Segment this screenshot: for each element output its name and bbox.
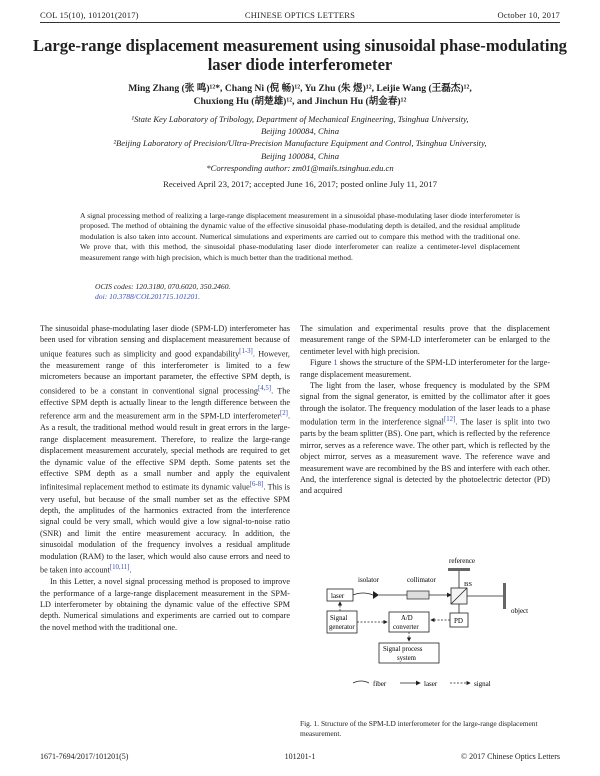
citation-link[interactable]: [4,5] [257, 384, 272, 392]
body-column-right [300, 323, 550, 497]
body-column-left [40, 323, 290, 633]
isolator-symbol [373, 591, 379, 599]
affiliation-2-line-2: Beijing 100084, China [260, 150, 340, 161]
results-paragraph: The simulation and experimental results prove that the displacement measurement range of the SPM-LD interferometer can be enlarged to the centimeter level with high precision. [300, 324, 550, 356]
affiliation-2-line-1: ²Beijing Laboratory of Precision/Ultra-Precision Manufacture Equipment and Control, Tsinghua University, [113, 138, 487, 149]
figure-reference-paragraph: Figure 1 shows the structure of the SPM-LD interferometer for the large-range displacement measurement. [300, 358, 550, 379]
method-paragraph: The light from the laser, whose frequency is modulated by the SPM signal from the signal generator, is emitted by the collimator after it goes through the isolator. The frequency modulation of the laser leads to a phase modulation term in the interference signal[12]. The laser is split into two parts by the beam splitter (BS). One part, which is reflected by the reference mirror, serves as a reference wave. The other part, which is reflected by the object mirror, serves as a measurement wave. The reference wave and measurement wave are recombined by the BS and interfere with each other. And, the interference signal is detected by the photoelectric detector (PD) and acquired [300, 381, 550, 496]
running-header-date: October 10, 2017 [497, 10, 560, 20]
legend-fiber: fiber [373, 680, 387, 688]
doi-link[interactable]: doi: 10.3788/COL201715.101201. [95, 292, 201, 301]
citation-link[interactable]: [2] [279, 410, 288, 418]
footer-issn: 1671-7694/2017/101201(5) [40, 752, 129, 761]
running-header-journal: CHINESE OPTICS LETTERS [244, 10, 356, 20]
figure-link[interactable]: 1 [333, 358, 338, 368]
legend-signal: signal [474, 680, 491, 688]
label-signal: Signal [330, 615, 348, 622]
citation-link[interactable]: [1-3] [239, 347, 253, 355]
intro-paragraph-1: The sinusoidal phase-modulating laser diode (SPM-LD) interferometer has been used for vibration sensing and displacement measurement because of unique features such as simplicity and good expandability[1-3]. However, the measurement range of this interferometer is limited to a few micrometers because an important parameter, the effective SPM depth, is considered to be a constant in conventional signal processing[4,5]. The effective SPM depth is actually linear to the length difference between the reference arm and the measurement arm in the SPM-LD interferometer[2]. As a result, the traditional method would result in great errors in the large-range displacement measurement. Therefore, to realize the large-range displacement measurement accurately, special methods are required to get the dynamic value of the effective SPM depth. Some patents set the effective SPM depth as a small number and apply the equivalent infinitesimal replacement method to estimate its dynamic value[6-8]. This is very useful, but because of the small number set as the effective SPM depth, the amplitudes of the harmonics extracted from the interference signal could be very small, which would give a low signal-to-noise ratio (SNR) and limit the entire measurement accuracy. In addition, the sinusoidal modulation of the frequency involves a residual amplitude modulation (RAM) to the laser, which would also cause errors and need to be taken into account[10,11]. [40, 324, 290, 575]
intro-paragraph-2: In this Letter, a novel signal processing method is proposed to improve the performance of a large-range displacement measurement in the SPM-LD interferometer by obtaining the dynamic value of the effective SPM depth. Numerical simulations and experiments are carried out to compare the novel method with the traditional one. [40, 577, 290, 632]
footer-page-number: 101201-1 [284, 752, 316, 761]
fiber-line [353, 593, 373, 595]
object-mirror [503, 583, 506, 609]
label-ad: A/D [401, 615, 413, 622]
affiliations [50, 113, 550, 174]
author-line-1: Ming Zhang (张 鸣)¹²*, Chang Ni (倪 畅)¹², Yu Zhu (朱 煜)¹², Leijie Wang (王磊杰)¹², [128, 83, 472, 94]
received-dates: Received April 23, 2017; accepted June 16, 2017; posted online July 11, 2017 [162, 179, 438, 189]
legend-laser: laser [424, 680, 438, 688]
figure-1-caption: Fig. 1. Structure of the SPM-LD interferometer for the large-range displacement measurement. [300, 719, 538, 738]
figure-1-diagram [315, 555, 550, 705]
abstract: A signal processing method of realizing a large-range displacement measurement in a sinusoidal phase-modulating laser diode interferometer is proposed. The method of obtaining the dynamic value of the effective sinusoidal phase-modulating depth is detailed, and the residual amplitude modulation is also taken into account. Numerical simulations and experiments are carried out to compare this method with the traditional one. We prove that, with this method, the sinusoidal phase-modulating laser diode interferometer can realize a centimeter-level displacement measurement range with high precision, which is much better than the traditional method. [80, 211, 520, 262]
label-object: object [511, 607, 529, 615]
label-collimator: collimator [407, 576, 436, 584]
reference-mirror [448, 568, 470, 571]
running-header-left: COL 15(10), 101201(2017) [40, 10, 139, 20]
label-generator: generator [329, 624, 355, 631]
legend-fiber-line [353, 681, 369, 683]
label-bs: BS [464, 581, 472, 588]
affiliation-1-line-2: Beijing 100084, China [260, 126, 340, 137]
author-list [40, 82, 560, 108]
label-converter: converter [393, 624, 419, 631]
label-isolator: isolator [358, 576, 379, 584]
label-reference: reference [449, 557, 476, 565]
label-laser: laser [331, 592, 345, 600]
citation-link[interactable]: [6-8] [249, 481, 264, 489]
corresponding-author: *Corresponding author: zm01@mails.tsinghua.edu.cn [206, 162, 394, 173]
header-rule [40, 22, 560, 23]
ocis-codes: OCIS codes: 120.3180, 070.6020, 350.2460. [95, 282, 231, 291]
footer-copyright: © 2017 Chinese Optics Letters [461, 752, 560, 761]
label-signal-process: Signal process [383, 646, 423, 653]
affiliation-1-line-1: ¹State Key Laboratory of Tribology, Department of Mechanical Engineering, Tsinghua University, [131, 114, 469, 124]
citation-link[interactable]: [12] [443, 416, 456, 424]
paper-title: Large-range displacement measurement using sinusoidal phase-modulating laser diode interferometer [33, 36, 567, 74]
label-pd: PD [454, 617, 463, 625]
collimator-symbol [407, 591, 429, 599]
citation-link[interactable]: [10,11] [109, 564, 130, 572]
author-line-2: Chuxiong Hu (胡楚雄)¹², and Jinchun Hu (胡金春)¹² [193, 96, 407, 107]
label-system: system [397, 655, 416, 662]
